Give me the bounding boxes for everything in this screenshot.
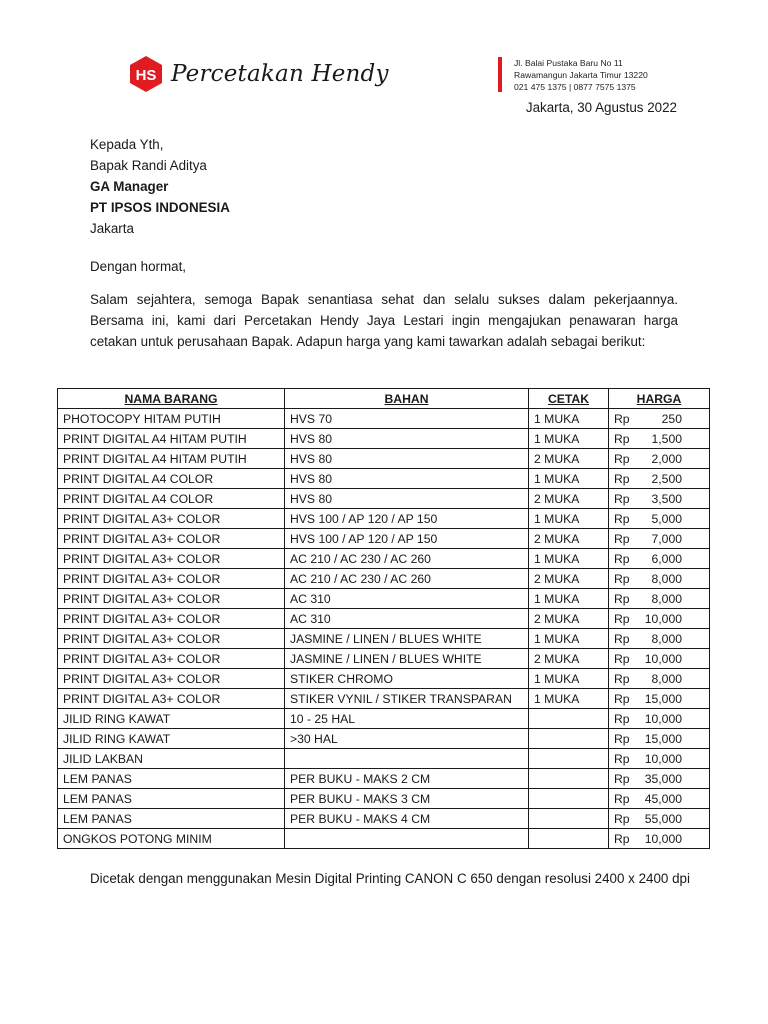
cell-material: HVS 100 / AP 120 / AP 150 — [285, 529, 529, 549]
currency-label: Rp — [614, 591, 630, 606]
table-row — [58, 589, 710, 609]
cell-print-sides: 1 MUKA — [529, 589, 609, 609]
price-amount: 8,000 — [651, 631, 682, 646]
letter-body: Salam sejahtera, semoga Bapak senantiasa sehat dan selalu sukses dalam pekerjaannya. Bersama ini, kami dari Percetakan Hendy Jaya Lestari ingin mengajukan penawaran harga cetakan untuk perusahaan Bapak. Adapun harga yang kami tawarkan adalah sebagai berikut: — [90, 292, 678, 349]
currency-label: Rp — [614, 551, 630, 566]
cell-price — [609, 549, 710, 569]
currency-label: Rp — [614, 771, 630, 786]
column-header-nama-barang: NAMA BARANG — [58, 389, 285, 409]
cell-material: PER BUKU - MAKS 2 CM — [285, 769, 529, 789]
table-row — [58, 489, 710, 509]
currency-label: Rp — [614, 811, 630, 826]
price-amount: 10,000 — [644, 831, 682, 846]
price-amount: 35,000 — [644, 771, 682, 786]
recipient-block — [90, 134, 230, 239]
cell-print-sides: 1 MUKA — [529, 429, 609, 449]
company-address — [514, 57, 648, 93]
price-amount: 8,000 — [651, 591, 682, 606]
cell-price — [609, 629, 710, 649]
recipient-title: GA Manager — [90, 179, 169, 194]
table-row — [58, 549, 710, 569]
price-amount: 2,000 — [651, 451, 682, 466]
cell-item-name: PRINT DIGITAL A4 COLOR — [58, 469, 285, 489]
price-amount: 10,000 — [644, 751, 682, 766]
cell-price — [609, 529, 710, 549]
column-header-harga: HARGA — [609, 389, 710, 409]
currency-label: Rp — [614, 651, 630, 666]
price-table-body — [58, 409, 710, 849]
price-amount: 3,500 — [651, 491, 682, 506]
column-header-bahan: BAHAN — [285, 389, 529, 409]
cell-item-name: PRINT DIGITAL A3+ COLOR — [58, 569, 285, 589]
currency-label: Rp — [614, 711, 630, 726]
price-amount: 15,000 — [644, 731, 682, 746]
cell-item-name: PRINT DIGITAL A3+ COLOR — [58, 549, 285, 569]
cell-print-sides — [529, 809, 609, 829]
price-amount: 6,000 — [651, 551, 682, 566]
cell-price — [609, 409, 710, 429]
hs-logo-icon — [127, 55, 165, 93]
brand-name: Percetakan Hendy — [171, 61, 389, 87]
cell-print-sides: 2 MUKA — [529, 529, 609, 549]
cell-item-name: JILID RING KAWAT — [58, 709, 285, 729]
cell-price — [609, 469, 710, 489]
cell-print-sides: 2 MUKA — [529, 449, 609, 469]
cell-print-sides — [529, 749, 609, 769]
table-row — [58, 449, 710, 469]
cell-item-name: LEM PANAS — [58, 769, 285, 789]
price-amount: 15,000 — [644, 691, 682, 706]
table-row — [58, 749, 710, 769]
currency-label: Rp — [614, 431, 630, 446]
currency-label: Rp — [614, 531, 630, 546]
cell-material: HVS 80 — [285, 489, 529, 509]
cell-material: STIKER CHROMO — [285, 669, 529, 689]
price-amount: 5,000 — [651, 511, 682, 526]
cell-price — [609, 729, 710, 749]
cell-item-name: PRINT DIGITAL A3+ COLOR — [58, 629, 285, 649]
currency-label: Rp — [614, 511, 630, 526]
currency-label: Rp — [614, 691, 630, 706]
cell-material: HVS 80 — [285, 469, 529, 489]
cell-print-sides: 1 MUKA — [529, 509, 609, 529]
cell-material: PER BUKU - MAKS 3 CM — [285, 789, 529, 809]
price-amount: 8,000 — [651, 671, 682, 686]
cell-print-sides — [529, 829, 609, 849]
cell-price — [609, 609, 710, 629]
price-amount: 10,000 — [644, 611, 682, 626]
currency-label: Rp — [614, 571, 630, 586]
currency-label: Rp — [614, 411, 630, 426]
cell-material: JASMINE / LINEN / BLUES WHITE — [285, 649, 529, 669]
cell-print-sides: 1 MUKA — [529, 469, 609, 489]
cell-material: AC 210 / AC 230 / AC 260 — [285, 549, 529, 569]
cell-price — [609, 589, 710, 609]
cell-material: STIKER VYNIL / STIKER TRANSPARAN — [285, 689, 529, 709]
cell-item-name: PRINT DIGITAL A3+ COLOR — [58, 529, 285, 549]
cell-material: PER BUKU - MAKS 4 CM — [285, 809, 529, 829]
cell-price — [609, 569, 710, 589]
cell-price — [609, 829, 710, 849]
cell-item-name: PRINT DIGITAL A3+ COLOR — [58, 589, 285, 609]
cell-print-sides — [529, 729, 609, 749]
cell-material: 10 - 25 HAL — [285, 709, 529, 729]
address-line: 021 475 1375 | 0877 7575 1375 — [514, 82, 636, 92]
table-row — [58, 569, 710, 589]
company-logo — [127, 52, 389, 96]
cell-material — [285, 749, 529, 769]
cell-item-name: PRINT DIGITAL A3+ COLOR — [58, 669, 285, 689]
cell-print-sides: 1 MUKA — [529, 409, 609, 429]
cell-price — [609, 749, 710, 769]
address-line: Jl. Balai Pustaka Baru No 11 — [514, 58, 623, 68]
cell-item-name: PRINT DIGITAL A4 HITAM PUTIH — [58, 429, 285, 449]
table-header-row — [58, 389, 710, 409]
table-row — [58, 689, 710, 709]
cell-price — [609, 429, 710, 449]
cell-item-name: PRINT DIGITAL A3+ COLOR — [58, 689, 285, 709]
recipient-salutation: Kepada Yth, — [90, 137, 164, 152]
cell-item-name: LEM PANAS — [58, 809, 285, 829]
table-row — [58, 629, 710, 649]
table-row — [58, 789, 710, 809]
table-row — [58, 809, 710, 829]
cell-material: HVS 80 — [285, 449, 529, 469]
cell-print-sides: 2 MUKA — [529, 569, 609, 589]
cell-item-name: PRINT DIGITAL A3+ COLOR — [58, 649, 285, 669]
greeting: Dengan hormat, — [90, 259, 187, 274]
currency-label: Rp — [614, 831, 630, 846]
cell-item-name: PRINT DIGITAL A3+ COLOR — [58, 509, 285, 529]
price-amount: 55,000 — [644, 811, 682, 826]
currency-label: Rp — [614, 731, 630, 746]
address-line: Rawamangun Jakarta Timur 13220 — [514, 70, 648, 80]
price-amount: 2,500 — [651, 471, 682, 486]
price-amount: 1,500 — [651, 431, 682, 446]
cell-price — [609, 709, 710, 729]
cell-price — [609, 489, 710, 509]
currency-label: Rp — [614, 491, 630, 506]
price-amount: 10,000 — [644, 711, 682, 726]
cell-material: AC 210 / AC 230 / AC 260 — [285, 569, 529, 589]
cell-price — [609, 769, 710, 789]
price-amount: 250 — [661, 411, 682, 426]
table-row — [58, 429, 710, 449]
price-amount: 7,000 — [651, 531, 682, 546]
cell-price — [609, 649, 710, 669]
cell-print-sides: 2 MUKA — [529, 489, 609, 509]
address-accent-bar — [498, 57, 502, 92]
cell-material: AC 310 — [285, 609, 529, 629]
price-amount: 45,000 — [644, 791, 682, 806]
currency-label: Rp — [614, 791, 630, 806]
price-amount: 8,000 — [651, 571, 682, 586]
cell-material: >30 HAL — [285, 729, 529, 749]
recipient-city: Jakarta — [90, 221, 134, 236]
cell-price — [609, 789, 710, 809]
cell-item-name: ONGKOS POTONG MINIM — [58, 829, 285, 849]
cell-material — [285, 829, 529, 849]
cell-price — [609, 449, 710, 469]
cell-item-name: JILID RING KAWAT — [58, 729, 285, 749]
cell-material: HVS 80 — [285, 429, 529, 449]
table-row — [58, 609, 710, 629]
table-row — [58, 729, 710, 749]
cell-price — [609, 689, 710, 709]
cell-item-name: PRINT DIGITAL A4 HITAM PUTIH — [58, 449, 285, 469]
column-header-cetak: CETAK — [529, 389, 609, 409]
cell-item-name: PHOTOCOPY HITAM PUTIH — [58, 409, 285, 429]
table-row — [58, 509, 710, 529]
table-row — [58, 709, 710, 729]
cell-item-name: JILID LAKBAN — [58, 749, 285, 769]
table-row — [58, 469, 710, 489]
recipient-company: PT IPSOS INDONESIA — [90, 200, 230, 215]
cell-print-sides: 2 MUKA — [529, 609, 609, 629]
cell-material: HVS 100 / AP 120 / AP 150 — [285, 509, 529, 529]
cell-print-sides: 2 MUKA — [529, 649, 609, 669]
cell-print-sides: 1 MUKA — [529, 629, 609, 649]
cell-item-name: LEM PANAS — [58, 789, 285, 809]
cell-print-sides: 1 MUKA — [529, 549, 609, 569]
recipient-name: Bapak Randi Aditya — [90, 158, 207, 173]
cell-print-sides — [529, 769, 609, 789]
letter-date: Jakarta, 30 Agustus 2022 — [525, 100, 677, 115]
cell-material: HVS 70 — [285, 409, 529, 429]
table-row — [58, 409, 710, 429]
cell-print-sides — [529, 789, 609, 809]
logo-mark-text: HS — [135, 67, 157, 84]
cell-material: AC 310 — [285, 589, 529, 609]
currency-label: Rp — [614, 631, 630, 646]
printing-note: Dicetak dengan menggunakan Mesin Digital Printing CANON C 650 dengan resolusi 2400 x 2400 dpi — [90, 871, 690, 886]
price-table — [57, 388, 710, 849]
currency-label: Rp — [614, 611, 630, 626]
table-row — [58, 669, 710, 689]
currency-label: Rp — [614, 471, 630, 486]
table-row — [58, 649, 710, 669]
cell-print-sides: 1 MUKA — [529, 669, 609, 689]
table-row — [58, 829, 710, 849]
cell-item-name: PRINT DIGITAL A3+ COLOR — [58, 609, 285, 629]
cell-print-sides — [529, 709, 609, 729]
cell-price — [609, 809, 710, 829]
currency-label: Rp — [614, 451, 630, 466]
cell-price — [609, 669, 710, 689]
cell-item-name: PRINT DIGITAL A4 COLOR — [58, 489, 285, 509]
cell-material: JASMINE / LINEN / BLUES WHITE — [285, 629, 529, 649]
table-row — [58, 529, 710, 549]
currency-label: Rp — [614, 751, 630, 766]
price-amount: 10,000 — [644, 651, 682, 666]
cell-price — [609, 509, 710, 529]
cell-print-sides: 1 MUKA — [529, 689, 609, 709]
currency-label: Rp — [614, 671, 630, 686]
table-row — [58, 769, 710, 789]
